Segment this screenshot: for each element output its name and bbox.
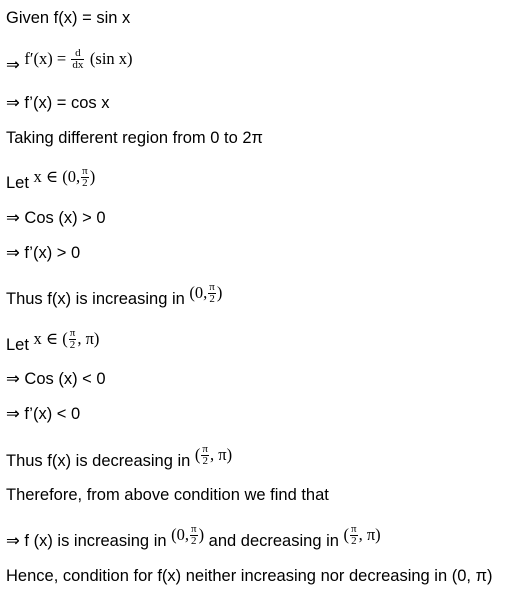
decreasing-interval-expression bbox=[343, 523, 381, 547]
interval-open: (0, bbox=[189, 282, 208, 302]
fraction-denominator: 2 bbox=[69, 339, 76, 351]
line-let-second-interval bbox=[6, 327, 100, 357]
interval-open: ( bbox=[194, 444, 201, 464]
interval-close: ) bbox=[198, 524, 205, 544]
fraction-denominator: 2 bbox=[351, 535, 357, 547]
line-final-summary bbox=[6, 523, 381, 553]
fraction-denominator: dx bbox=[72, 59, 84, 71]
line-decreasing-conclusion bbox=[6, 443, 233, 473]
fraction-denominator: 2 bbox=[209, 293, 215, 305]
pi-over-2-fraction bbox=[208, 282, 216, 305]
fraction-numerator: π bbox=[351, 523, 357, 535]
pi-over-2-fraction bbox=[190, 524, 198, 547]
line-region-intro: Taking different region from 0 to 2π bbox=[6, 129, 263, 147]
interval-expression bbox=[189, 281, 223, 305]
pi-over-2-fraction bbox=[69, 328, 77, 351]
summary-text-b: and decreasing in bbox=[208, 531, 339, 550]
pi-over-2-fraction bbox=[201, 444, 209, 467]
interval-expression bbox=[33, 165, 96, 189]
interval-open: x ∈ ( bbox=[33, 328, 68, 348]
interval-close: , π) bbox=[358, 524, 381, 544]
line-derivative-negative: ⇒ f’(x) < 0 bbox=[6, 405, 81, 423]
conclusion-text: Thus f(x) is increasing in bbox=[6, 289, 185, 308]
interval-expression bbox=[194, 443, 233, 467]
interval-open: ( bbox=[343, 524, 350, 544]
line-cos-negative: ⇒ Cos (x) < 0 bbox=[6, 370, 106, 388]
line-derivative-result: ⇒ f’(x) = cos x bbox=[6, 94, 110, 112]
line-derivative-definition bbox=[6, 47, 133, 74]
interval-open: x ∈ (0, bbox=[33, 166, 81, 186]
pi-over-2-fraction bbox=[350, 524, 358, 547]
line-given: Given f(x) = sin x bbox=[6, 9, 131, 27]
d-dx-fraction bbox=[71, 48, 84, 71]
fraction-numerator: π bbox=[191, 523, 197, 535]
line-let-first-interval bbox=[6, 165, 96, 195]
increasing-interval-expression bbox=[171, 523, 209, 547]
interval-close: , π) bbox=[77, 328, 100, 348]
fraction-numerator: d bbox=[75, 47, 81, 59]
let-label: Let bbox=[6, 173, 29, 192]
fraction-denominator: 2 bbox=[202, 455, 208, 467]
fraction-numerator: π bbox=[69, 327, 76, 339]
conclusion-text: Thus f(x) is decreasing in bbox=[6, 451, 191, 470]
interval-expression bbox=[33, 327, 100, 351]
interval-close: ) bbox=[89, 166, 96, 186]
implies-arrow: ⇒ bbox=[6, 55, 20, 74]
fraction-numerator: π bbox=[202, 443, 208, 455]
fraction-numerator: π bbox=[82, 165, 88, 177]
derivative-rhs: (sin x) bbox=[89, 48, 133, 68]
line-therefore: Therefore, from above condition we find that bbox=[6, 486, 329, 504]
line-cos-positive: ⇒ Cos (x) > 0 bbox=[6, 209, 106, 227]
pi-over-2-fraction bbox=[81, 166, 89, 189]
interval-close: , π) bbox=[209, 444, 233, 464]
line-hence: Hence, condition for f(x) neither increasing nor decreasing in (0, π) bbox=[6, 567, 493, 585]
summary-text-a: ⇒ f (x) is increasing in bbox=[6, 531, 167, 550]
interval-open: (0, bbox=[171, 524, 190, 544]
fraction-denominator: 2 bbox=[191, 535, 197, 547]
line-derivative-positive: ⇒ f’(x) > 0 bbox=[6, 244, 81, 262]
interval-close: ) bbox=[216, 282, 223, 302]
fraction-denominator: 2 bbox=[82, 177, 88, 189]
fraction-numerator: π bbox=[209, 281, 215, 293]
let-label: Let bbox=[6, 335, 29, 354]
derivative-lhs: f′(x) = bbox=[24, 48, 71, 68]
line-increasing-conclusion bbox=[6, 281, 223, 311]
